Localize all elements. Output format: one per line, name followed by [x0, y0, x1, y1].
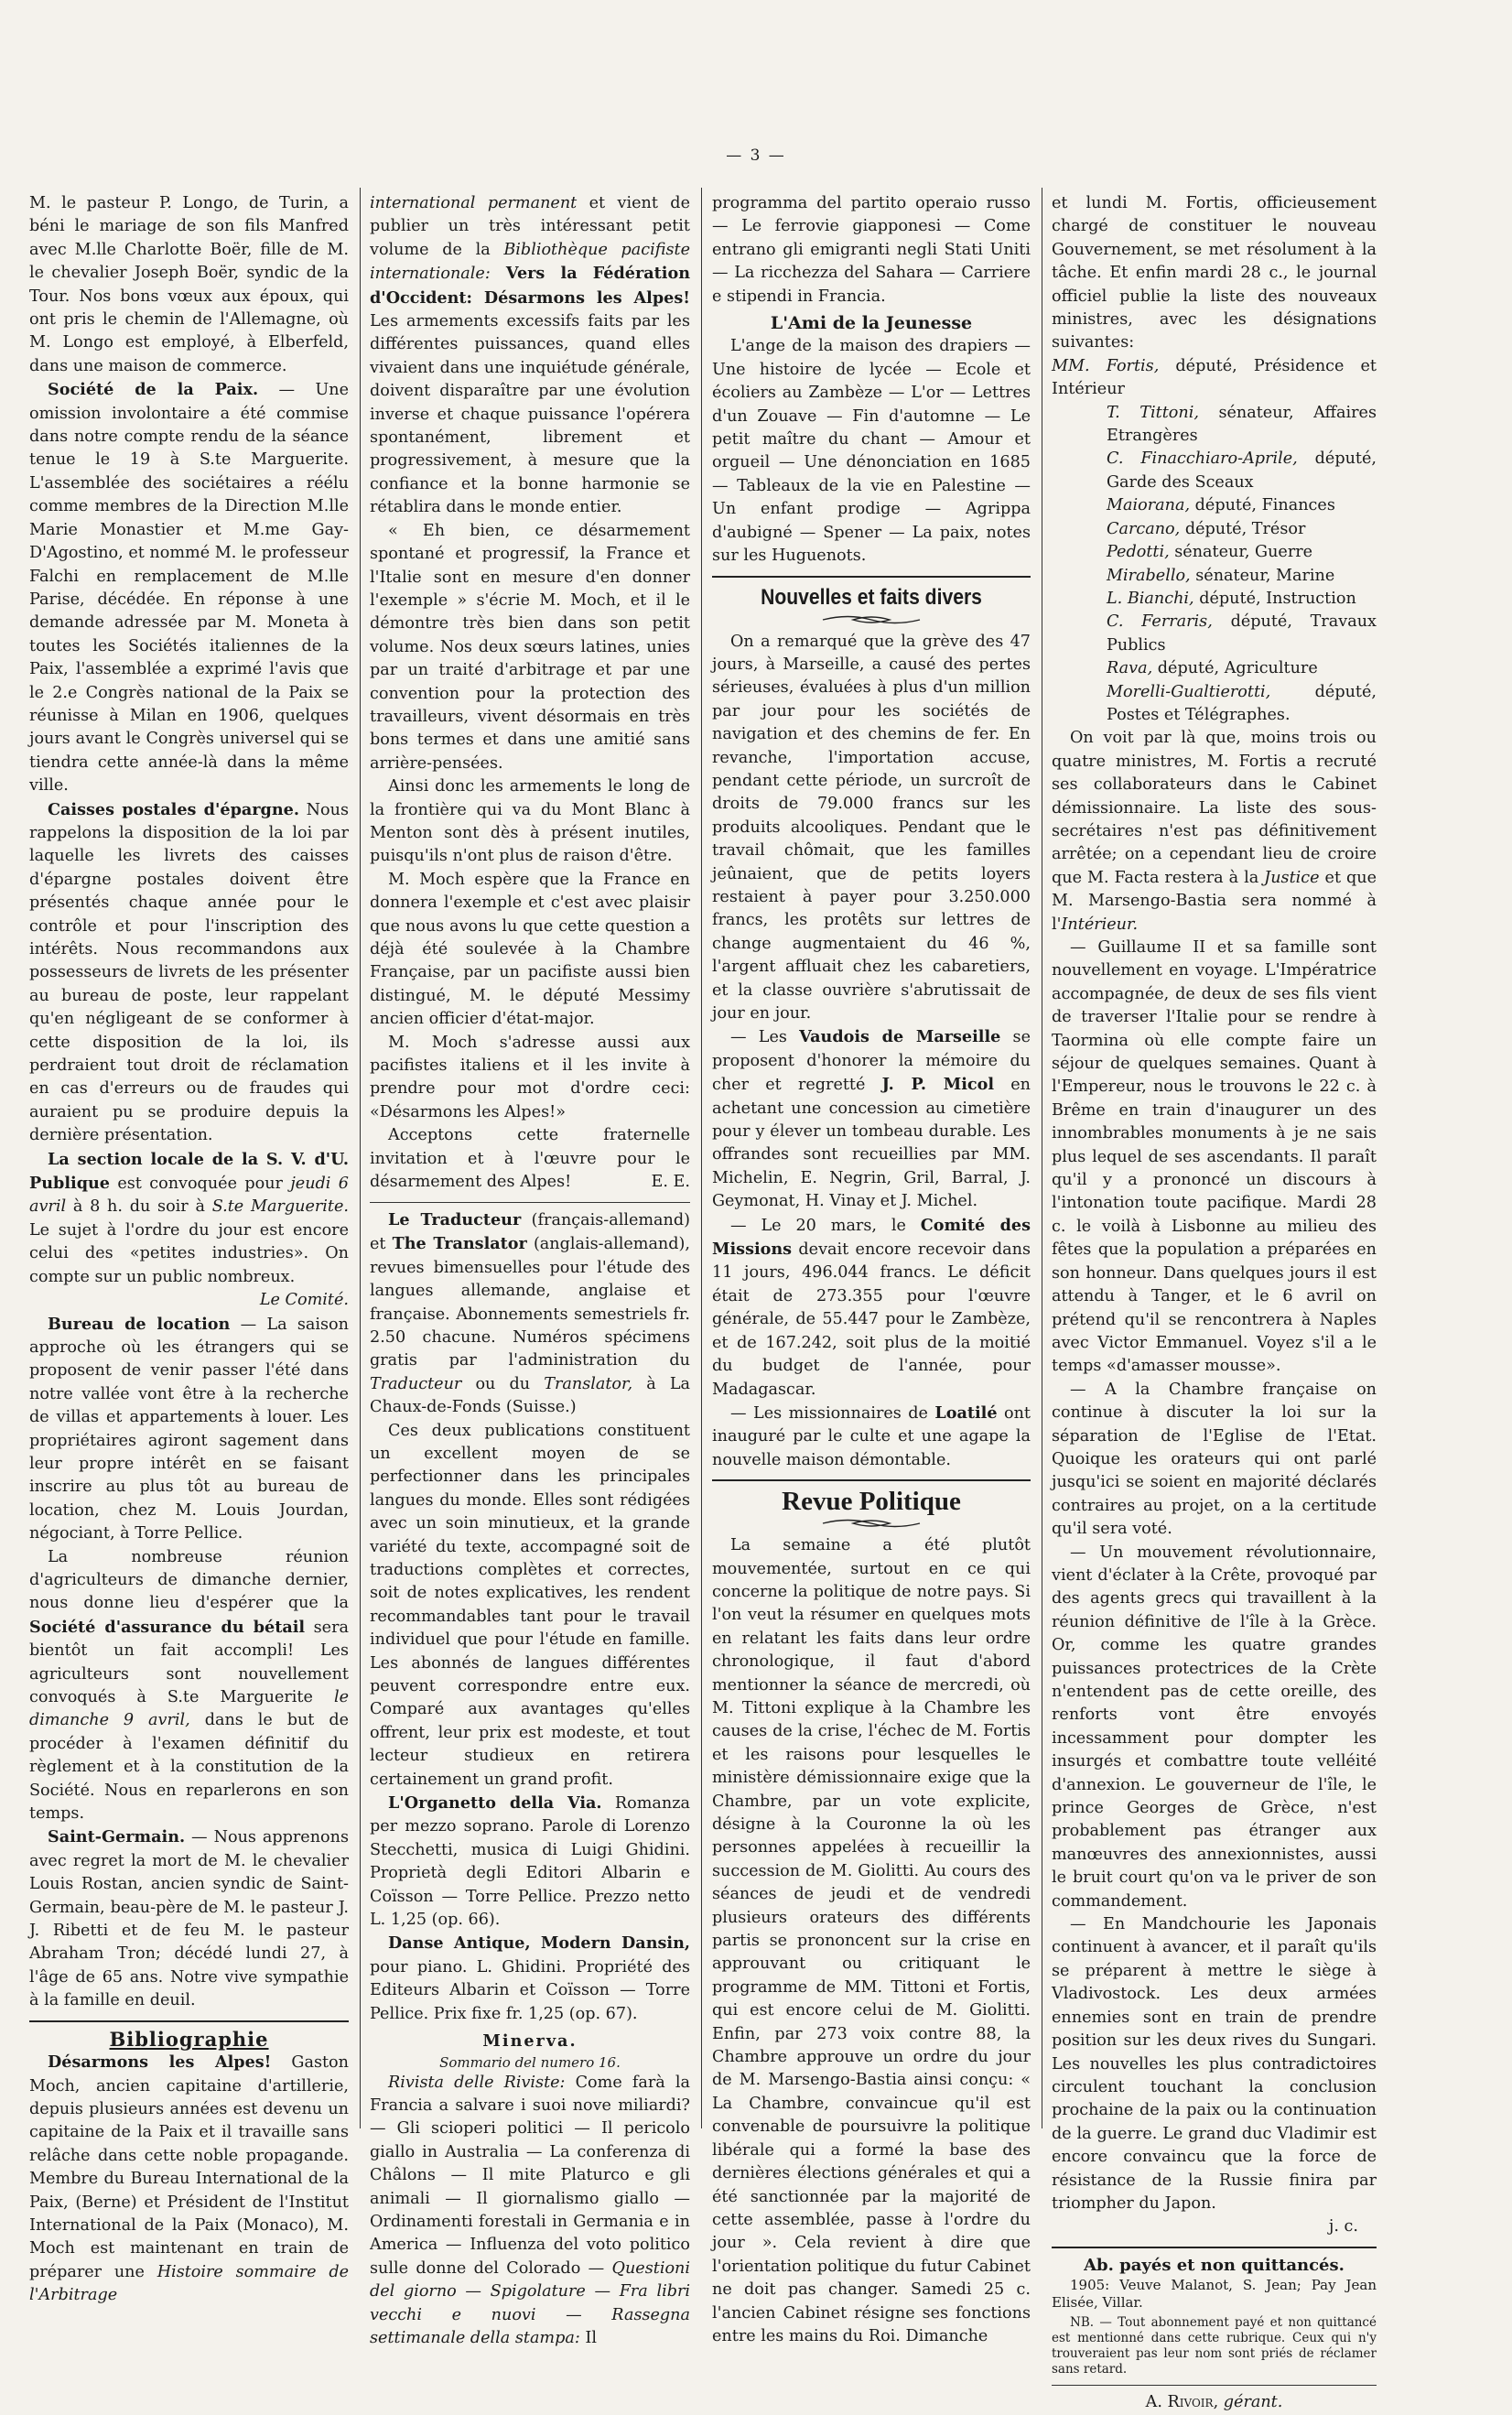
item-heading: Société de la Paix.	[48, 380, 259, 400]
paragraph	[29, 1148, 349, 1289]
paragraph	[29, 1546, 349, 1826]
subscriptions-list: 1905: Veuve Malanot, S. Jean; Pay Jean Elisée, Villar.	[1052, 2277, 1377, 2312]
signature: E. E.	[651, 1173, 690, 1192]
paragraph: La semaine a été plutôt mouvementée, surtout en ce qui concerne la politique de notre pays. Si l'on veut la résumer en quelques mots en relatant les faits dans leur ordre chronologique, il faut d'abord mentionner la séance de mercredi, où M. Tittoni explique à la Chambre les causes de la crise, l'échec de M. Fortis et les raisons pour lesquelles le ministère démissionnaire exige que la Chambre, par un vote explicite, désigne à la Couronne la où les personnes appelées à recueillir la succession de M. Giolitti. Au cours des séances de jeudi et de vendredi plusieurs orateurs des différents partis se prononcent sur la crise en approuvant ou critiquant le programme de MM. Tittoni et Fortis, qui est encore celui de M. Giolitti. Enfin, par 273 voix contre 88, la Chambre approuve un ordre du jour de M. Marsengo-Bastia ainsi conçu: « La Chambre, convaincue qu'il est convenable de poursuivre la politique libérale qui a formé la base des dernières élections générales et qui a été sanctionnée par la majorité de cette assemblée, passe à l'ordre du jour ». Cela revient à dire que l'orientation politique du futur Cabinet ne doit pas changer. Samedi 25 c. l'ancien Cabinet résigne ses fonctions entre les mains du Roi. Dimanche	[712, 1536, 1031, 2345]
paragraph	[29, 798, 349, 1148]
minister-role: député, Agriculture	[1152, 659, 1318, 678]
paragraph: M. Moch espère que la France en donnera l'exemple et c'est avec plaisir que nous avons lu que cette question a déjà été soulevée à la Chambre Française, par un pacifiste aussi bien distingué, M. le député Messimy ancien officier d'état-major.	[370, 870, 690, 1029]
item-body: dans le but de procéder à l'examen définitif du règlement et à la constitution de la Société. Nous en reparlerons en son temps.	[29, 1711, 349, 1824]
item-body: Come farà la Francia a salvare i suoi nove miliardi? — Gli scioperi politici — Il pericolo giallo in Australia — La conferenza di Châlons — Il mite Platurco e gli animali — Il giornalismo giallo — Ordinamenti forestali in Germania e in America — Influenza del voto politico sulle donne del Colorado —	[370, 2073, 690, 2278]
item-heading: Vaudois de Marseille	[799, 1027, 1001, 1047]
minister-entry	[1052, 448, 1377, 494]
item-date: jeudi 6 avril	[29, 1175, 349, 1217]
paragraph: Acceptons cette fraternelle invitation et à l'œuvre pour le désarmement des Alpes!	[370, 1126, 690, 1192]
gerant	[1052, 2391, 1377, 2414]
item-heading: Société d'assurance du bétail	[29, 1617, 306, 1637]
item-title: Traducteur	[370, 1374, 462, 1393]
minerva-subtitle: Sommario del numero 16.	[439, 2053, 621, 2071]
signature: j. c.	[1328, 2217, 1358, 2236]
section-divider	[1052, 2247, 1377, 2248]
item-body: On voit par là que, moins trois ou quatre ministres, M. Fortis a recruté ses collaborateurs dans le Cabinet démissionnaire. La liste des sous-secrétaires n'est pas définitivement arrêtée; on a cependant lieu de croire que M. Facta restera à la	[1052, 729, 1377, 887]
minister-role: sénateur, Marine	[1190, 566, 1335, 585]
column-1	[29, 192, 349, 2308]
section-title-nouvelles: Nouvelles et faits divers	[761, 584, 982, 610]
item-title: Translator,	[544, 1374, 633, 1393]
item-body: — Les missionnaires de	[730, 1403, 935, 1423]
paragraph: et lundi M. Fortis, officieusement chargé de constituer le nouveau Gouvernement, se met résolument à la tâche. Et enfin mardi 28 c., le journal officiel publie la liste des nouveaux ministres, avec les désignations suivantes:	[1052, 194, 1377, 352]
item-heading: L'Organetto della Via.	[388, 1793, 602, 1814]
paragraph: — En Mandchourie les Japonais continuent à avancer, et il paraît qu'ils se préparent à mettre le siège à Vladivostock. Les deux armées ennemies sont en train de prendre position sur les deux rives du Sungari. Les nouvelles les plus contradictoires circulent touchant la conclusion prochaine de la paix ou la continuation de la guerre. Le grand duc Vladimir est encore convaincu que la force de résistance de la Russie finira par triompher du Japon.	[1052, 1915, 1377, 2213]
item-heading: The Translator	[392, 1234, 527, 1254]
item-body: — Nous apprenons avec regret la mort de M. le chevalier Louis Rostan, ancien syndic de Saint-Germain, beau-père de M. le pasteur J. J. Ribetti et de feu M. le pasteur Abraham Tron; décédé lundi 27, à l'âge de 65 ans. Notre vive sympathie à la famille en deuil.	[29, 1828, 349, 2010]
page-number: — 3 —	[726, 146, 786, 165]
column-2	[370, 192, 690, 2350]
minister-entry	[1052, 541, 1377, 564]
minister-name: Maiorana,	[1107, 496, 1191, 515]
item-body: Romanza per mezzo soprano. Parole di Lorenzo Stecchetti, musica di Luigi Ghidini. Proprietà degli Editori Albarin e Coïsson — Torre Pellice. Prezzo netto L. 1,25 (op. 66).	[370, 1794, 690, 1930]
paragraph: On a remarqué que la grève des 47 jours, à Marseille, a causé des pertes sérieuses, évaluées à plus d'un million par jour pour les sociétés de navigation et des chemins de fer. En revanche, l'importation accuse, pendant cette période, un surcroît de droits de 79.000 francs sur les produits alcooliques. Pendant que le travail chômait, que les familles jeûnaient, que de petits loyers restaient à payer pour 3.250.000 francs, les protêts sur lettres de change augmentaient du 46 %, l'argent affluait chez les cabaretiers, et la classe ouvrière s'abrutissait de jour en jour.	[712, 632, 1031, 1023]
item-body: Il	[579, 2328, 597, 2347]
minister-entry	[1052, 518, 1377, 541]
minister-role: député, Finances	[1190, 496, 1335, 515]
item-body: et que M. Marsengo-Bastia sera nommé à l'	[1052, 868, 1377, 934]
minister-name: Pedotti,	[1107, 543, 1170, 562]
item-heading: Désarmons les Alpes!	[48, 2052, 272, 2073]
minister-entry	[1052, 402, 1377, 449]
item-body: La nombreuse réunion d'agriculteurs de dimanche dernier, nous donne lieu d'espérer que la	[29, 1547, 349, 1613]
minister-role: député, Instruction	[1193, 589, 1356, 608]
item-body: Nous rappelons la disposition de la loi par laquelle les livrets des caisses d'épargne postales doivent être présentés chaque année pour le contrôle et pour l'inscription des intérêts. Nous recommandons aux possesseurs de livrets de les présenter au bureau de poste, leur rappelant qu'en négligeant de se conformer à cette disposition de la loi, ils perdraient tout droit de réclamation en cas d'erreurs ou de fraudes qui auraient pu se produire depuis la dernière présentation.	[29, 800, 349, 1145]
column-4	[1052, 192, 1377, 2415]
paragraph: M. le pasteur P. Longo, de Turin, a béni le mariage de son fils Manfred avec M.lle Charlotte Boër, fille de M. le chevalier Joseph Boër, syndic de la Tour. Nos bons vœux aux époux, qui ont pris le chemin de l'Allemagne, où M. Longo est employé, à Elberfeld, dans une maison de commerce.	[29, 194, 349, 375]
item-date: le dimanche 9 avril,	[29, 1688, 349, 1730]
minister-entry	[1052, 588, 1377, 611]
paragraph: « Eh bien, ce désarmement spontané et progressif, la France et l'Italie sont en mesure d'en donner l'exemple » s'écrie M. Moch, et il le démontre très bien dans son petit volume. Nos deux sœurs latines, unies par un traité d'arbitrage et par une convention pour la protection des travailleurs, vivent désormais en très bons termes et dans une amitié sans arrière-pensées.	[370, 521, 690, 773]
item-heading: Le Traducteur	[388, 1209, 522, 1229]
paragraph: — A la Chambre française on continue à discuter la loi sur la séparation de l'Eglise de l'Etat. Quoique les orateurs qui ont parlé jusqu'ici se soient en majorité déclarés contraires au projet, on a la certitude qu'il sera voté.	[1052, 1380, 1377, 1539]
paragraph	[370, 1792, 690, 1932]
paragraph	[29, 1825, 349, 2012]
ami-title: L'Ami de la Jeunesse	[770, 313, 973, 334]
paragraph: programma del partito operaio russo — Le ferrovie giapponesi — Come entrano gli emigranti negli Stati Uniti — La ricchezza del Sahara — Carriere e stipendi in Francia.	[712, 194, 1031, 306]
minister-role: sénateur, Guerre	[1169, 543, 1313, 562]
minister-role: député, Travaux Publics	[1107, 612, 1377, 655]
item-body: est convoquée pour	[109, 1175, 291, 1194]
item-body: — La saison approche où les étrangers qui se proposent de venir passer l'été dans notre vallée vont être à la recherche de villas et appartements à louer. Les propriétaires agiront sagement dans leur propre intérêt en se faisant inscrire au plus tôt au bureau de location, chez M. Louis Jourdan, négociant, à Torre Pellice.	[29, 1315, 349, 1543]
column-3	[712, 192, 1031, 2348]
section-divider	[712, 1479, 1031, 1481]
gerant-role: gérant.	[1218, 2393, 1283, 2412]
minister-entry	[1052, 355, 1377, 402]
minister-role: député, Présidence et Intérieur	[1052, 356, 1377, 399]
paragraph: M. Moch s'adresse aussi aux pacifistes italiens et il les invite à prendre pour mot d'ordre ceci: «Désarmons les Alpes!»	[370, 1033, 690, 1121]
paragraph	[370, 1932, 690, 2026]
item-heading: Saint-Germain.	[48, 1827, 186, 1847]
paragraph: Ces deux publications constituent un excellent moyen de se perfectionner dans les principales langues du monde. Elles sont rédigées avec un soin minutieux, et la grande variété du texte, accompagné soit de traductions complètes et correctes, soit de notes explicatives, les rendent recommandables tant pour le travail individuel que pour l'étude en famille. Les abonnés de langues différentes peuvent correspondre entre eux. Comparé aux avantages qu'elles offrent, leur prix est modeste, et tout lecteur studieux en retirera certainement un grand profit.	[370, 1421, 690, 1789]
minister-name: C. Ferraris,	[1107, 612, 1213, 632]
item-title: Justice	[1264, 868, 1320, 887]
paragraph: — Un mouvement révolutionnaire, vient d'éclater à la Crête, provoqué par des agents grecs qui travaillent à la réunion définitive de l'île à la Grèce. Or, comme les quatre grandes puissances protectrices de la Crète n'entendent pas de cette oreille, des renforts vont être envoyés incessamment pour dompter les insurgés et combattre toute velléité d'annexion. Le gouverneur de l'île, le prince Georges de Grèce, n'est probablement pas étranger aux manœuvres des annexionnistes, aussi le bruit court qu'on va le priver de son commandement.	[1052, 1543, 1377, 1911]
paragraph	[29, 378, 349, 797]
section-title-bibliographie: Bibliographie	[109, 2027, 269, 2051]
minister-name: T. Tittoni,	[1107, 403, 1199, 422]
paragraph	[712, 1214, 1031, 1402]
paragraph	[29, 1313, 349, 1546]
item-body: en achetant une concession au cimetière pour y élever un tombeau durable. Les offrandes sont recueillies par MM. Michelin, E. Negrin, Gril, Barral, J. Geymonat, H. Vinay et J. Michel.	[712, 1076, 1031, 1211]
section-divider	[712, 576, 1031, 578]
column-rule	[701, 188, 702, 2128]
gerant-name: A. Rivoir,	[1145, 2393, 1219, 2412]
minister-entry	[1052, 657, 1377, 680]
item-heading: Danse Antique, Modern Dansin,	[388, 1933, 690, 1954]
section-divider	[29, 2020, 349, 2022]
column-rule	[360, 188, 361, 2128]
item-body: devait encore recevoir dans 11 jours, 496.044 francs. Le déficit était de 273.355 pour l'œuvre générale, de 55.447 pour le Zambèze, et de 167.242, soit plus de la moitié du budget de l'année, pour Madagascar.	[712, 1240, 1031, 1399]
minister-name: Mirabello,	[1107, 566, 1191, 585]
paragraph	[370, 192, 690, 520]
item-title: Questioni del giorno — Spigolature — Fra libri vecchi e nuovi — Rassegna settimanale della stampa:	[370, 2258, 690, 2347]
item-title: Histoire sommaire de l'Arbitrage	[29, 2262, 349, 2305]
minister-name: L. Bianchi,	[1107, 589, 1194, 608]
item-title: Intérieur.	[1061, 915, 1139, 934]
item-body: — Une omission involontaire a été commise dans notre compte rendu de la séance tenue le 19 à S.te Marguerite. L'assemblée des sociétaires a réélu comme membres de la Direction M.lle Marie Monastier et M.me Gay-D'Agostino, et nommé M. le professeur Falchi en remplacement de M.lle Parise, décédée. En réponse à une demande adressée par M. Moneta à toutes les Sociétés italiennes de la Paix, l'assemblée a exprimé l'avis que le 2.e Congrès national de la Paix se réunisse à Milan en 1906, quelques jours avant le Congrès universel qui se tiendra cette année-là dans la même ville.	[29, 381, 349, 796]
paragraph	[712, 1402, 1031, 1472]
item-body: Les armements excessifs faits par les différentes puissances, quand elles vivaient dans une inquiétude générale, doivent disparaître par une évolution inverse et chaque puissance l'opérera spontanément, librement et progressivement, à mesure que la confiance et la bonne harmonie se rétablira dans le monde entier.	[370, 312, 690, 517]
item-body: (anglais-allemand), revues bimensuelles pour l'étude des langues allemande, anglaise et française. Abonnements semestriels fr. 2.50 chacune. Numéros spécimens gratis par l'administration du	[370, 1235, 690, 1370]
item-body: et vient de publier un très intéressant petit volume de la	[370, 194, 690, 259]
minister-name: Morelli-Gualtierotti,	[1107, 682, 1271, 701]
item-body: se proposent d'honorer la mémoire du cher et regretté	[712, 1028, 1031, 1095]
item-body: — Les	[730, 1028, 800, 1047]
minister-entry	[1052, 565, 1377, 588]
item-heading: Loatilé	[934, 1402, 998, 1423]
minister-role: sénateur, Affaires Etrangères	[1107, 403, 1377, 446]
item-body: Le sujet à l'ordre du jour est encore celui des «petites industries». On compte sur un public nombreux.	[29, 1220, 349, 1286]
item-heading: Vers la Fédération d'Occident: Désarmons les Alpes!	[370, 264, 690, 308]
item-body: Gaston Moch, ancien capitaine d'artillerie, depuis plusieurs années est devenu un capitaine de la Paix et il travaille sans relâche dans cette noble propagande. Membre du Bureau International de la Paix, (Berne) et Président de l'Institut International de la Paix (Monaco), M. Moch est maintenant en train de préparer une	[29, 2053, 349, 2281]
item-heading: J. P. Micol	[881, 1075, 995, 1095]
section-divider	[1052, 2385, 1377, 2386]
item-title: international permanent	[370, 194, 578, 212]
signature: Le Comité.	[259, 1291, 349, 1310]
item-body: ou du	[461, 1374, 545, 1393]
minister-name: MM. Fortis,	[1052, 356, 1160, 375]
minister-role: député, Garde des Sceaux	[1107, 449, 1377, 492]
section-title-revue-politique: Revue Politique	[782, 1487, 961, 1517]
minister-name: Carcano,	[1107, 519, 1181, 538]
ornament-icon	[821, 1518, 922, 1529]
paragraph	[370, 2072, 690, 2351]
item-heading: Caisses postales d'épargne.	[48, 799, 299, 819]
item-heading: Bureau de location	[48, 1314, 231, 1334]
paragraph: Ainsi donc les armements le long de la frontière qui va du Mont Blanc à Menton sont dès à présent inutiles, puisqu'ils n'ont plus de raison d'être.	[370, 777, 690, 866]
minister-entry	[1052, 681, 1377, 728]
item-title: Bibliothèque pacifiste internationale:	[370, 240, 690, 284]
item-body: pour piano. L. Ghidini. Propriété des Editeurs Albarin et Coïsson — Torre Pellice. Prix fixe fr. 1,25 (op. 67).	[370, 1957, 690, 2023]
ministers-list	[1052, 355, 1377, 728]
paragraph	[29, 2051, 349, 2307]
section-divider	[370, 1202, 690, 1203]
ornament-icon	[821, 614, 922, 625]
minister-entry	[1052, 494, 1377, 517]
item-body: à 8 h. du soir à	[66, 1197, 212, 1217]
paragraph	[712, 1025, 1031, 1213]
subscriptions-note: NB. — Tout abonnement payé et non quittancé est mentionné dans cette rubrique. Ceux qui n'y trouveraient pas leur nom sont priés de réclamer sans retard.	[1052, 2315, 1377, 2377]
item-heading: La section locale de la S. V. d'U. Publique	[29, 1149, 349, 1194]
item-body: ont inauguré par le culte et une agape la nouvelle maison démontable.	[712, 1403, 1031, 1469]
item-body: — Le 20 mars, le	[730, 1216, 921, 1235]
item-body: à La Chaux-de-Fonds (Suisse.)	[370, 1374, 691, 1417]
minister-entry	[1052, 611, 1377, 657]
paragraph	[1052, 727, 1377, 937]
minerva-title: Minerva.	[482, 2031, 578, 2052]
item-place: S.te Marguerite.	[211, 1197, 350, 1217]
minister-name: C. Finacchiaro-Aprile,	[1107, 449, 1298, 469]
paragraph: L'ange de la maison des drapiers — Une histoire de lycée — Ecole et écoliers au Zambèze — L'or — Lettres d'un Zouave — Fin d'automne — Le petit maître du chant — Amour et orgueil — Une dénonciation en 1685 — Tableaux de la vie en Palestine — Un enfant prodige — Agrippa d'aubigné — Spener — La paix, notes sur les Huguenots.	[712, 337, 1031, 566]
item-title: Rivista delle Riviste:	[388, 2073, 566, 2092]
minister-name: Rava,	[1107, 659, 1153, 678]
minister-role: député, Trésor	[1180, 519, 1306, 538]
subscriptions-title: Ab. payés et non quittancés.	[1084, 2255, 1345, 2275]
minister-role: député, Postes et Télégraphes.	[1107, 682, 1377, 724]
paragraph	[370, 1208, 690, 1420]
paragraph: — Guillaume II et sa famille sont nouvellement en voyage. L'Impératrice accompagnée, de deux de ses fils vient de traverser l'Italie pour se rendre à Taormina où elle compte faire un séjour de quelques semaines. Quant à l'Empereur, nous le trouvons le 22 c. à Brême en train d'inaugurer un des innombrables monuments à je ne sais plus lequel de ses ascendants. Il paraît qu'il y a prononcé un discours à l'intonation toute pacifique. Mardi 28 c. le voilà à Lisbonne au milieu des fêtes que la population a préparées en son honneur. Dans quelques jours il est attendu à Tanger, et le 6 avril on prétend qu'il se rencontrera à Naples avec Victor Emmanuel. Voyez s'il a le temps «d'amasser mousse».	[1052, 938, 1377, 1376]
item-body: sera bientôt un fait accompli! Les agriculteurs sont nouvellement convoqués à S.te Marguerite	[29, 1618, 349, 1706]
item-body: (français-allemand) et	[370, 1210, 690, 1254]
item-heading: Comité des Missions	[712, 1215, 1031, 1260]
